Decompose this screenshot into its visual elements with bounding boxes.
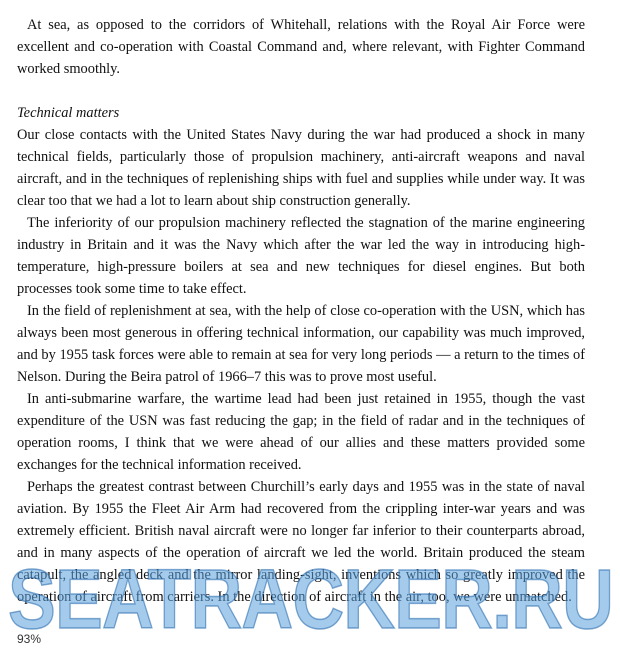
document-body <box>17 14 585 608</box>
paragraph-naval-aviation: Perhaps the greatest contrast between Churchill’s early days and 1955 was in the state of naval aviation. By 1955 the Fleet Air Arm had recovered from the crippling inter-war years and was extremely efficient. British naval aircraft were no longer far inferior to their counterparts abroad, and in many aspects of the operation of aircraft we led the world. Britain produced the steam catapult, the angled deck and the mirror landing-sight, inventions which so greatly improved the operation of aircraft from carriers. In the direction of aircraft in the air, too, we were unmatched. <box>17 479 585 605</box>
paragraph-propulsion: The inferiority of our propulsion machinery reflected the stagnation of the marine engineering industry in Britain and it was the Navy which after the war led the way in introducing high-temperature, high-pressure boilers at sea and new techniques for diesel engines. But both processes took some time to take effect. <box>17 215 585 297</box>
paragraph-raf-relations: At sea, as opposed to the corridors of Whitehall, relations with the Royal Air Force were excellent and co-operation with Coastal Command and, where relevant, with Fighter Command worked smoothly. <box>17 17 585 77</box>
paragraph-usn-contacts: Our close contacts with the United States Navy during the war had produced a shock in many technical fields, particularly those of propulsion machinery, anti-aircraft weapons and naval aircraft, and in the techniques of replenishing ships with fuel and supplies while under way. It was clear too that we had a lot to learn about ship construction generally. <box>17 127 585 209</box>
section-heading: Technical matters <box>17 105 120 121</box>
paragraph-replenishment: In the field of replenishment at sea, with the help of close co-operation with the USN, which has always been most generous in offering technical information, our capability was much improved, and by 1955 task forces were able to remain at sea for very long periods — a return to the times of Nelson. During the Beira patrol of 1966–7 this was to prove most useful. <box>17 303 585 385</box>
reading-progress: 93% <box>17 632 42 646</box>
watermark-text: SEATRACKER.RU <box>8 552 613 646</box>
paragraph-anti-submarine: In anti-submarine warfare, the wartime lead had been just retained in 1955, though the vast expenditure of the USN was fast reducing the gap; in the field of radar and in the techniques of operation rooms, I think that we were ahead of our allies and these matters provided some exchanges for the technical information received. <box>17 391 585 473</box>
